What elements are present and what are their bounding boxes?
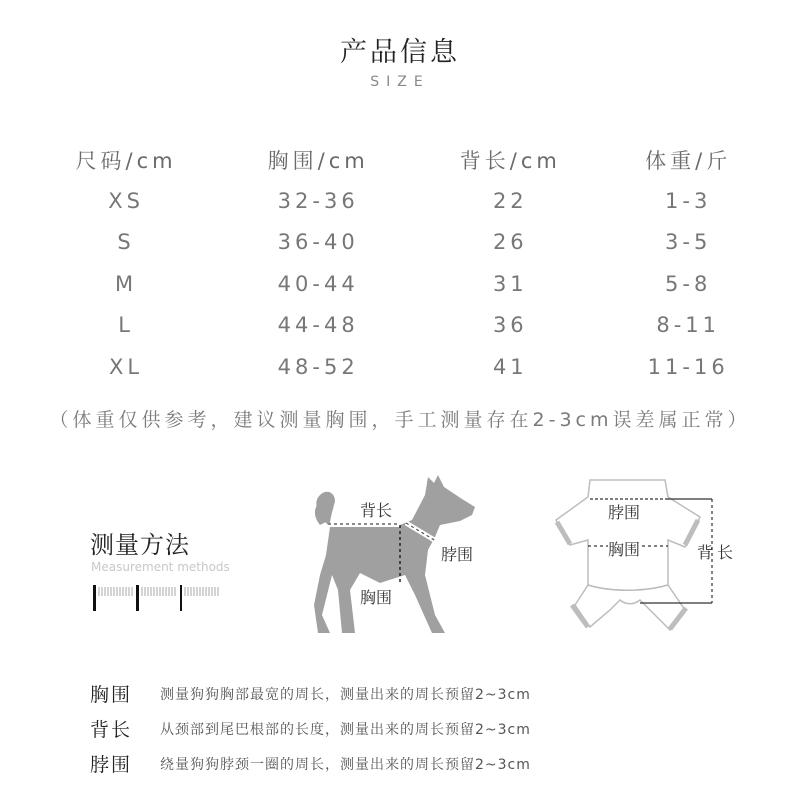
cell-size: L [118,313,134,338]
page-title: 产品信息 [340,37,460,68]
dog-label-neck: 脖围 [441,545,474,564]
table-row [30,180,770,222]
description-chest [90,680,531,707]
cell-chest: 48-52 [277,354,359,379]
cell-weight: 3-5 [665,230,712,255]
clothing-label-back: 背长 [697,543,738,562]
cell-weight: 1-3 [665,188,712,213]
description-back [90,715,531,742]
column-header-back: 背长/cm [459,149,561,173]
column-header-size: 尺码/cm [75,149,177,173]
table-row [30,305,770,347]
method-title: 测量方法 [90,531,190,559]
table-row [30,263,770,305]
description-neck [90,750,531,777]
method-subtitle: Measurement methods [91,560,230,574]
cell-chest: 36-40 [277,230,359,255]
clothing-label-chest: 胸围 [608,537,640,560]
clothing-diagram [550,465,750,645]
cell-back: 26 [492,230,528,255]
size-table [30,140,770,388]
table-row [30,222,770,264]
cell-chest: 44-48 [277,313,359,338]
cell-chest: 32-36 [277,188,359,213]
column-header-weight: 体重/斤 [645,149,732,173]
description-text: 从颈部到尾巴根部的长度，测量出来的周长预留2~3cm [160,721,531,738]
cell-back: 31 [492,271,528,296]
clothing-label-neck: 脖围 [608,503,641,522]
cell-weight: 5-8 [665,271,712,296]
column-header-chest: 胸围/cm [267,149,369,173]
description-term: 胸围 [90,684,133,706]
dog-label-back: 背长 [360,501,393,520]
cell-size: M [115,271,138,296]
dog-diagram [300,465,500,645]
table-row [30,346,770,388]
dog-label-chest: 胸围 [360,588,393,607]
cell-back: 41 [492,354,528,379]
description-text: 测量狗狗胸部最宽的周长，测量出来的周长预留2~3cm [160,686,531,703]
cell-weight: 11-16 [647,354,729,379]
table-header-row [30,140,770,180]
description-term: 背长 [90,719,133,741]
cell-size: XS [108,188,144,213]
cell-size: S [117,230,135,255]
measurement-note: （体重仅供参考，建议测量胸围，手工测量存在2-3cm误差属正常） [49,409,751,431]
cell-weight: 8-11 [656,313,721,338]
page-subtitle: SIZE [370,74,430,90]
cell-back: 22 [492,188,528,213]
description-text: 绕量狗狗脖颈一圈的周长，测量出来的周长预留2~3cm [160,756,531,773]
ruler-icon [93,585,223,611]
description-term: 脖围 [90,754,133,776]
cell-size: XL [109,354,144,379]
cell-back: 36 [492,313,528,338]
cell-chest: 40-44 [277,271,359,296]
